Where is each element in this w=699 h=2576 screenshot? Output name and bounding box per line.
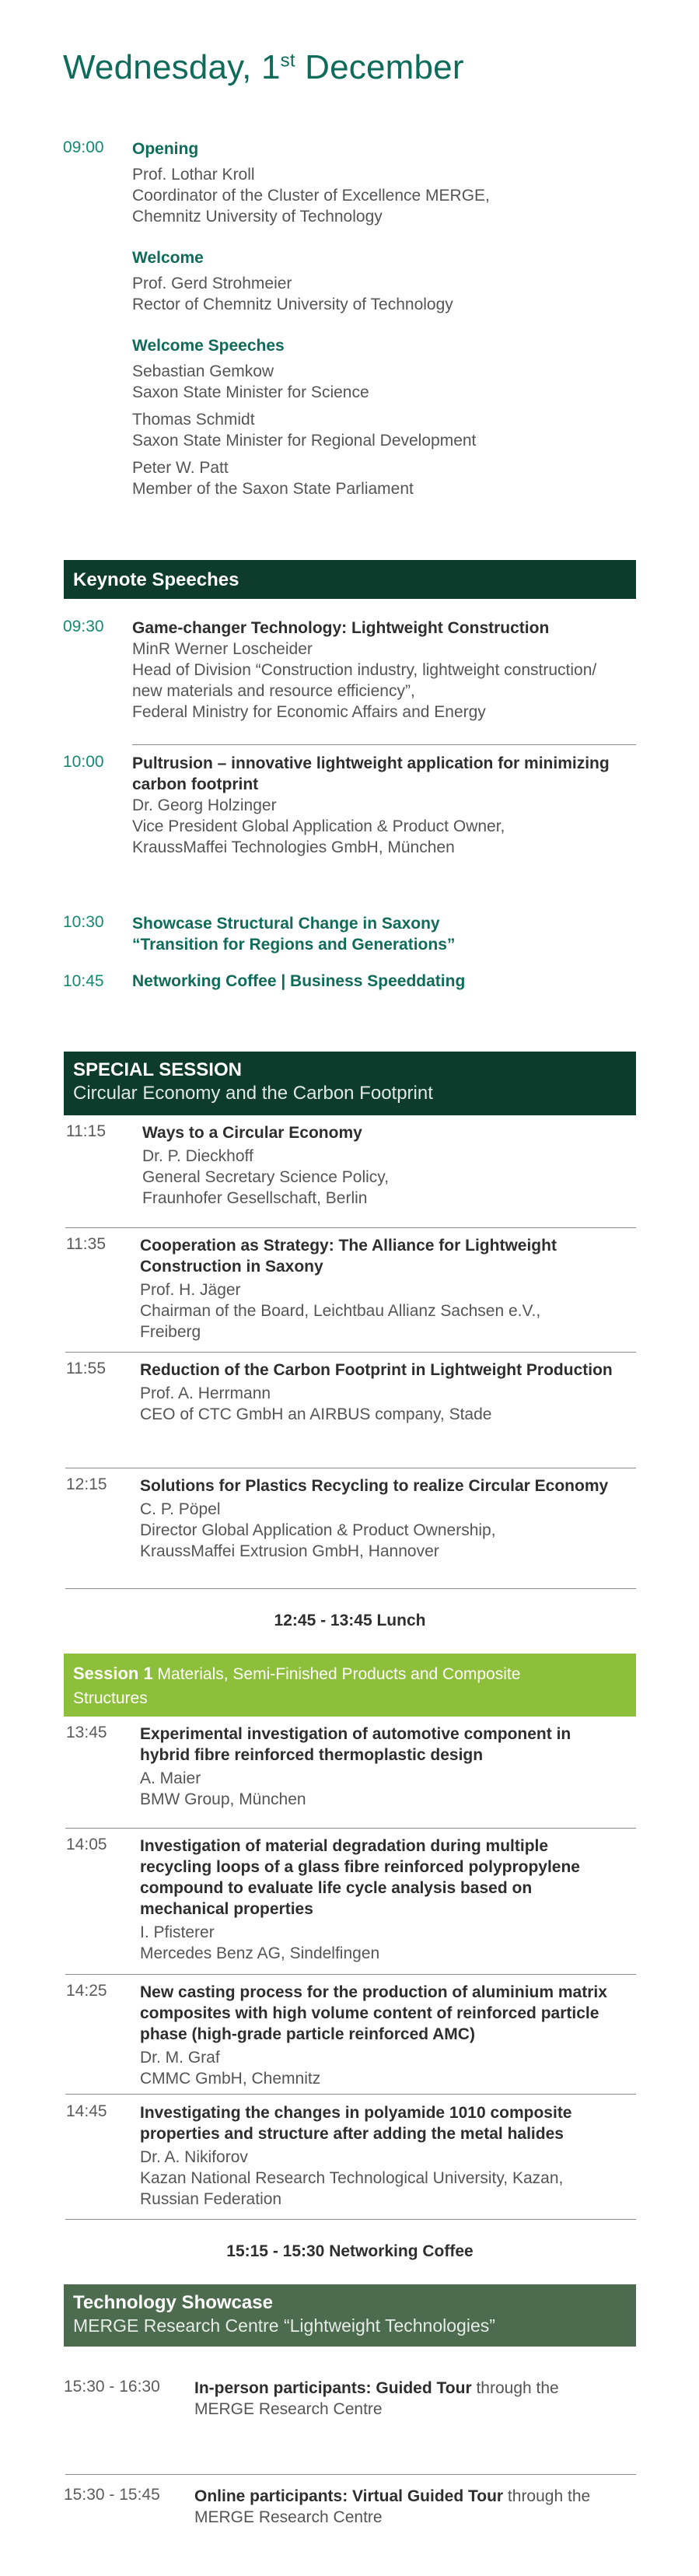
opening-time: 09:00	[63, 138, 104, 156]
keynote-time: 10:00	[63, 753, 104, 771]
talk-title	[132, 618, 638, 639]
talk-title-line: Pultrusion – innovative lightweight application for minimizing	[132, 754, 610, 772]
tour-time: 15:30 - 16:30	[64, 2378, 160, 2396]
speaker-info	[140, 2047, 636, 2089]
speaker-line: Head of Division “Construction industry, lightweight construction/	[132, 661, 597, 679]
lunch-break: 12:45 - 13:45 Lunch	[274, 1612, 426, 1629]
speaker-info	[132, 273, 630, 315]
talk-title	[140, 1836, 636, 1920]
technology-showcase-bar	[64, 2284, 636, 2347]
talk	[140, 1475, 636, 1562]
session1-bar-text: Session 1 Materials, Semi-Finished Products and Composite Structures	[73, 1664, 521, 1707]
speaker-line: Saxon State Minister for Science	[132, 383, 369, 401]
speaker-line: Prof. Lothar Kroll	[132, 166, 255, 184]
keynote-talk	[132, 753, 638, 858]
speaker-info	[132, 409, 630, 451]
talk-title-line: recycling loops of a glass fibre reinforced polypropylene	[140, 1858, 580, 1876]
talk-title-line: composites with high volume content of reinforced particle	[140, 2004, 599, 2022]
speaker-line: General Secretary Science Policy,	[142, 1168, 390, 1186]
speaker-line: Coordinator of the Cluster of Excellence MERGE,	[132, 187, 490, 205]
talk-title-line: Cooperation as Strategy: The Alliance for Lightweight	[140, 1237, 557, 1255]
speaker-info	[132, 795, 638, 858]
talk-title	[142, 1122, 636, 1143]
talk-title-line: Ways to a Circular Economy	[142, 1124, 362, 1142]
talk-title-line: Game-changer Technology: Lightweight Construction	[132, 619, 550, 637]
coffee-time: 10:45	[63, 972, 104, 990]
keynote-time: 09:30	[63, 618, 104, 635]
speaker-line: Dr. A. Nikiforov	[140, 2148, 248, 2166]
talk-time: 14:25	[66, 1982, 107, 2000]
speaker-info	[132, 164, 630, 227]
section-heading: Welcome	[132, 249, 204, 267]
keynote-talk	[132, 618, 638, 723]
talk	[140, 1836, 636, 1964]
talk-title-line: carbon footprint	[132, 775, 259, 793]
speaker-line: Vice President Global Application & Product Owner,	[132, 817, 505, 835]
divider	[65, 2219, 636, 2220]
section-heading: Welcome Speeches	[132, 337, 285, 355]
talk-title	[132, 753, 638, 795]
talk-time: 13:45	[66, 1724, 107, 1741]
speaker-info	[140, 1383, 636, 1425]
networking-coffee: 15:15 - 15:30 Networking Coffee	[226, 2242, 474, 2260]
special-session-bar	[64, 1052, 636, 1115]
talk	[140, 1360, 636, 1425]
speaker-info	[132, 361, 630, 403]
speaker-line: Peter W. Patt	[132, 459, 229, 477]
speaker-line: BMW Group, München	[140, 1790, 306, 1808]
speaker-line: Chemnitz University of Technology	[132, 208, 383, 226]
talk-time: 14:05	[66, 1836, 107, 1853]
talk-title	[140, 1235, 636, 1277]
speaker-line: Member of the Saxon State Parliament	[132, 480, 414, 498]
speaker-info	[132, 457, 630, 499]
speaker-line: MinR Werner Loscheider	[132, 640, 313, 658]
speaker-line: Dr. M. Graf	[140, 2049, 220, 2067]
talk-title	[140, 1360, 636, 1381]
speaker-line: Prof. A. Herrmann	[140, 1384, 271, 1402]
coffee-title: Networking Coffee | Business Speeddating	[132, 972, 466, 990]
talk-title	[140, 2102, 636, 2144]
special-session-title: SPECIAL SESSION	[73, 1059, 242, 1080]
talk-title-line: phase (high-grade particle reinforced AMC)	[140, 2025, 475, 2043]
speaker-info	[140, 2147, 636, 2210]
talk	[140, 1724, 636, 1810]
talk	[140, 1235, 636, 1342]
talk	[140, 1982, 636, 2089]
tech-showcase-subtitle: MERGE Research Centre “Lightweight Technologies”	[73, 2315, 495, 2336]
speaker-line: Mercedes Benz AG, Sindelfingen	[140, 1944, 380, 1962]
speaker-line: Fraunhofer Gesellschaft, Berlin	[142, 1189, 368, 1207]
talk-title-line: New casting process for the production of aluminium matrix	[140, 1983, 607, 2001]
speaker-line: Dr. Georg Holzinger	[132, 796, 277, 814]
talk-title	[140, 1982, 636, 2045]
talk-time: 11:15	[66, 1122, 106, 1140]
divider	[65, 1828, 636, 1829]
divider	[132, 744, 636, 745]
speaker-line: Dr. P. Dieckhoff	[142, 1147, 253, 1165]
keynote-bar	[64, 560, 636, 599]
talk	[140, 2102, 636, 2210]
divider	[65, 2474, 636, 2475]
talk-title-line: Investigation of material degradation during multiple	[140, 1837, 549, 1855]
talk	[142, 1122, 636, 1209]
talk-title	[140, 1475, 636, 1496]
speaker-line: Thomas Schmidt	[132, 411, 255, 429]
speaker-line: KraussMaffei Extrusion GmbH, Hannover	[140, 1542, 439, 1560]
session1-bar	[64, 1654, 636, 1717]
speaker-line: Saxon State Minister for Regional Development	[132, 432, 477, 450]
tour-time: 15:30 - 15:45	[64, 2486, 160, 2504]
tour-description: Online participants: Virtual Guided Tour through the MERGE Research Centre	[194, 2487, 591, 2526]
talk-title	[140, 1724, 636, 1766]
speaker-line: I. Pfisterer	[140, 1923, 215, 1941]
divider	[65, 1352, 636, 1353]
speaker-line: Prof. Gerd Strohmeier	[132, 275, 292, 292]
talk-title-line: compound to evaluate life cycle analysis based on	[140, 1879, 533, 1897]
showcase-title: Showcase Structural Change in Saxony “Transition for Regions and Generations”	[132, 915, 456, 954]
talk-title-line: Construction in Saxony	[140, 1258, 323, 1276]
speaker-line: CMMC GmbH, Chemnitz	[140, 2070, 321, 2088]
speaker-info	[140, 1499, 636, 1562]
talk-title-line: Investigating the changes in polyamide 1010 composite	[140, 2104, 572, 2122]
special-session-subtitle: Circular Economy and the Carbon Footprint	[73, 1083, 433, 1104]
opening-block	[132, 138, 630, 499]
speaker-line: CEO of CTC GmbH an AIRBUS company, Stade	[140, 1405, 492, 1423]
divider	[65, 1227, 636, 1228]
speaker-line: Director Global Application & Product Ownership,	[140, 1521, 496, 1539]
speaker-line: Russian Federation	[140, 2190, 282, 2208]
talk-time: 14:45	[66, 2102, 107, 2120]
speaker-line: Chairman of the Board, Leichtbau Allianz Sachsen e.V.,	[140, 1302, 541, 1320]
speaker-info	[142, 1146, 636, 1209]
talk-title-line: Solutions for Plastics Recycling to realize Circular Economy	[140, 1477, 609, 1495]
talk-title-line: Reduction of the Carbon Footprint in Lightweight Production	[140, 1361, 613, 1379]
talk-time: 11:55	[66, 1360, 106, 1377]
speaker-line: Kazan National Research Technological University, Kazan,	[140, 2169, 564, 2187]
talk-title-line: hybrid fibre reinforced thermoplastic design	[140, 1746, 484, 1764]
speaker-line: KraussMaffei Technologies GmbH, München	[132, 838, 455, 856]
speaker-info	[140, 1922, 636, 1964]
speaker-line: C. P. Pöpel	[140, 1500, 221, 1518]
section-heading: Opening	[132, 140, 199, 158]
speaker-line: Federal Ministry for Economic Affairs and Energy	[132, 703, 486, 721]
speaker-line: Rector of Chemnitz University of Technology	[132, 296, 453, 313]
speaker-line: Sebastian Gemkow	[132, 362, 274, 380]
talk-time: 11:35	[66, 1235, 106, 1253]
speaker-line: new materials and resource efficiency”,	[132, 682, 415, 700]
talk-title-line: mechanical properties	[140, 1900, 313, 1918]
speaker-info	[140, 1279, 636, 1342]
talk-title-line: Experimental investigation of automotive component in	[140, 1725, 571, 1743]
speaker-line: A. Maier	[140, 1769, 201, 1787]
speaker-line: Freiberg	[140, 1323, 201, 1341]
talk-time: 12:15	[66, 1475, 107, 1493]
speaker-info	[132, 639, 638, 723]
divider	[65, 2094, 636, 2095]
speaker-info	[140, 1768, 636, 1810]
talk-title-line: properties and structure after adding the metal halides	[140, 2125, 564, 2143]
keynote-bar-title: Keynote Speeches	[73, 569, 239, 590]
divider	[65, 1588, 636, 1589]
divider	[65, 1974, 636, 1975]
tour-description: In-person participants: Guided Tour through the MERGE Research Centre	[194, 2379, 559, 2418]
showcase-time: 10:30	[63, 913, 104, 931]
tech-showcase-title: Technology Showcase	[73, 2292, 273, 2313]
page-title: Wednesday, 1st December	[63, 48, 464, 86]
speaker-line: Prof. H. Jäger	[140, 1281, 241, 1299]
